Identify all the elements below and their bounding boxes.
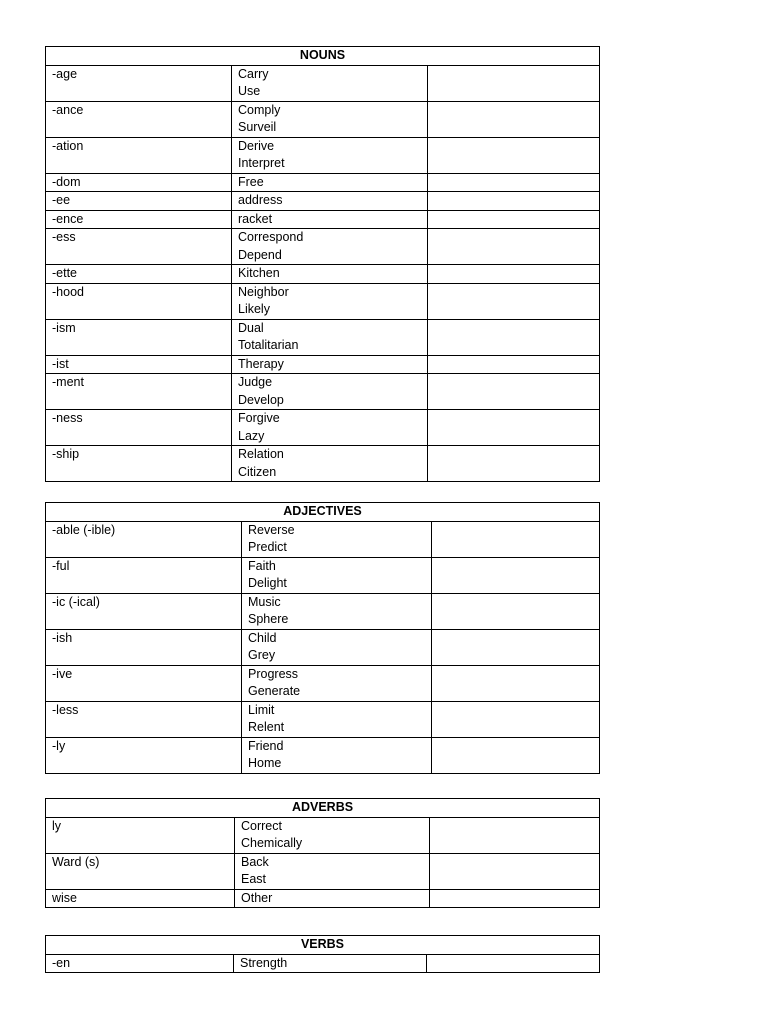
example-word: Predict — [248, 540, 287, 554]
suffix-cell: Ward (s) — [46, 853, 235, 889]
nouns-table — [45, 46, 600, 482]
answer-cell — [428, 210, 600, 229]
answer-cell — [430, 817, 600, 853]
example-word: Citizen — [238, 464, 277, 479]
table-row — [46, 265, 600, 284]
example-word: Likely — [238, 302, 270, 316]
example-word: Child — [248, 630, 277, 645]
example-word: Kitchen — [238, 266, 280, 280]
answer-cell — [428, 283, 600, 319]
suffix-cell: -ation — [46, 137, 232, 173]
example-word: Neighbor — [238, 284, 289, 299]
suffix-cell: -ance — [46, 101, 232, 137]
table-row — [46, 319, 600, 355]
suffix-cell: -dom — [46, 173, 232, 192]
example-word: Generate — [248, 684, 301, 698]
example-word: address — [238, 193, 283, 207]
suffix-cell: -age — [46, 65, 232, 101]
nouns-table-title: NOUNS — [46, 47, 600, 66]
suffix-cell: -ish — [46, 629, 242, 665]
example-words-cell — [232, 374, 428, 410]
table-row — [46, 283, 600, 319]
example-word: Totalitarian — [238, 338, 299, 352]
table-row — [46, 101, 600, 137]
example-word: Forgive — [238, 411, 280, 425]
answer-cell — [428, 65, 600, 101]
table-row — [46, 593, 600, 629]
answer-cell — [428, 355, 600, 374]
example-word: Carry — [238, 66, 269, 81]
suffix-cell: -ship — [46, 446, 232, 482]
example-word: Lazy — [238, 428, 265, 443]
suffix-cell: -ic (-ical) — [46, 593, 242, 629]
table-row — [46, 65, 600, 101]
suffix-cell: -ness — [46, 410, 232, 446]
example-words-cell — [235, 889, 430, 908]
example-word: Comply — [238, 102, 281, 117]
answer-cell — [427, 954, 600, 973]
table-row — [46, 521, 600, 557]
example-words-cell — [232, 137, 428, 173]
table-row — [46, 137, 600, 173]
example-word: Judge — [238, 375, 273, 389]
example-words-cell — [242, 593, 432, 629]
answer-cell — [432, 737, 600, 773]
adverbs-table — [45, 798, 600, 908]
suffix-cell: -ive — [46, 665, 242, 701]
example-word: Home — [248, 756, 282, 770]
adjectives-table — [45, 502, 600, 774]
answer-cell — [428, 229, 600, 265]
example-word: East — [241, 872, 267, 886]
example-word: Free — [238, 174, 264, 189]
suffix-cell: -ful — [46, 557, 242, 593]
example-words-cell — [232, 355, 428, 374]
example-word: Correct — [241, 818, 282, 833]
example-word: Strength — [240, 955, 288, 970]
suffix-cell: -ette — [46, 265, 232, 284]
answer-cell — [428, 446, 600, 482]
answer-cell — [430, 853, 600, 889]
example-word: Reverse — [248, 522, 295, 537]
adverbs-table-title: ADVERBS — [46, 799, 600, 818]
table-row — [46, 817, 600, 853]
example-word: Depend — [238, 247, 282, 262]
example-word: Faith — [248, 558, 276, 573]
table-row — [46, 229, 600, 265]
example-words-cell — [235, 853, 430, 889]
answer-cell — [428, 374, 600, 410]
answer-cell — [428, 173, 600, 192]
table-row — [46, 629, 600, 665]
example-words-cell — [232, 265, 428, 284]
answer-cell — [430, 889, 600, 908]
answer-cell — [432, 521, 600, 557]
example-word: Sphere — [248, 612, 289, 626]
example-word: Grey — [248, 648, 276, 662]
example-word: Chemically — [241, 836, 303, 850]
table-row — [46, 889, 600, 908]
verbs-table — [45, 935, 600, 973]
suffix-cell: -ism — [46, 319, 232, 355]
table-row — [46, 355, 600, 374]
table-row — [46, 192, 600, 211]
example-words-cell — [232, 173, 428, 192]
example-words-cell — [232, 410, 428, 446]
suffix-cell: -ment — [46, 374, 232, 410]
example-words-cell — [232, 101, 428, 137]
example-word: Therapy — [238, 356, 284, 371]
example-word: Develop — [238, 392, 284, 407]
suffix-cell: -ess — [46, 229, 232, 265]
answer-cell — [432, 665, 600, 701]
table-row — [46, 446, 600, 482]
example-word: Progress — [248, 666, 299, 681]
example-word: Interpret — [238, 156, 285, 170]
example-word: Use — [238, 84, 261, 98]
example-words-cell — [242, 737, 432, 773]
answer-cell — [428, 319, 600, 355]
answer-cell — [428, 101, 600, 137]
table-row — [46, 210, 600, 229]
table-row — [46, 374, 600, 410]
suffix-cell: -ly — [46, 737, 242, 773]
example-words-cell — [242, 665, 432, 701]
example-words-cell — [232, 65, 428, 101]
example-words-cell — [232, 283, 428, 319]
example-words-cell — [232, 192, 428, 211]
adjectives-table-title: ADJECTIVES — [46, 503, 600, 522]
suffix-cell: -ist — [46, 355, 232, 374]
table-row — [46, 410, 600, 446]
example-words-cell — [234, 954, 427, 973]
example-words-cell — [232, 210, 428, 229]
answer-cell — [428, 410, 600, 446]
answer-cell — [428, 137, 600, 173]
suffix-cell: -ee — [46, 192, 232, 211]
example-word: Other — [241, 890, 273, 905]
suffix-cell: wise — [46, 889, 235, 908]
example-word: Surveil — [238, 120, 277, 134]
table-row — [46, 557, 600, 593]
example-word: Delight — [248, 576, 287, 590]
table-row — [46, 665, 600, 701]
answer-cell — [432, 557, 600, 593]
answer-cell — [428, 192, 600, 211]
table-row — [46, 701, 600, 737]
example-words-cell — [232, 229, 428, 265]
example-words-cell — [242, 557, 432, 593]
example-words-cell — [242, 701, 432, 737]
answer-cell — [432, 593, 600, 629]
table-row — [46, 954, 600, 973]
example-words-cell — [232, 319, 428, 355]
example-word: Dual — [238, 320, 264, 335]
table-row — [46, 173, 600, 192]
example-words-cell — [232, 446, 428, 482]
example-word: racket — [238, 211, 273, 226]
suffix-cell: -able (-ible) — [46, 521, 242, 557]
example-words-cell — [235, 817, 430, 853]
answer-cell — [432, 701, 600, 737]
example-word: Derive — [238, 138, 275, 153]
example-word: Music — [248, 594, 281, 609]
table-row — [46, 737, 600, 773]
example-words-cell — [242, 629, 432, 665]
example-word: Correspond — [238, 230, 304, 244]
example-word: Friend — [248, 738, 284, 753]
suffix-cell: -ence — [46, 210, 232, 229]
verbs-table-title: VERBS — [46, 936, 600, 955]
example-word: Relent — [248, 720, 285, 734]
table-row — [46, 853, 600, 889]
example-word: Relation — [238, 447, 284, 461]
suffix-cell: ly — [46, 817, 235, 853]
example-word: Limit — [248, 702, 275, 717]
suffix-cell: -hood — [46, 283, 232, 319]
answer-cell — [432, 629, 600, 665]
answer-cell — [428, 265, 600, 284]
suffix-cell: -less — [46, 701, 242, 737]
suffix-cell: -en — [46, 954, 234, 973]
example-word: Back — [241, 854, 269, 869]
example-words-cell — [242, 521, 432, 557]
